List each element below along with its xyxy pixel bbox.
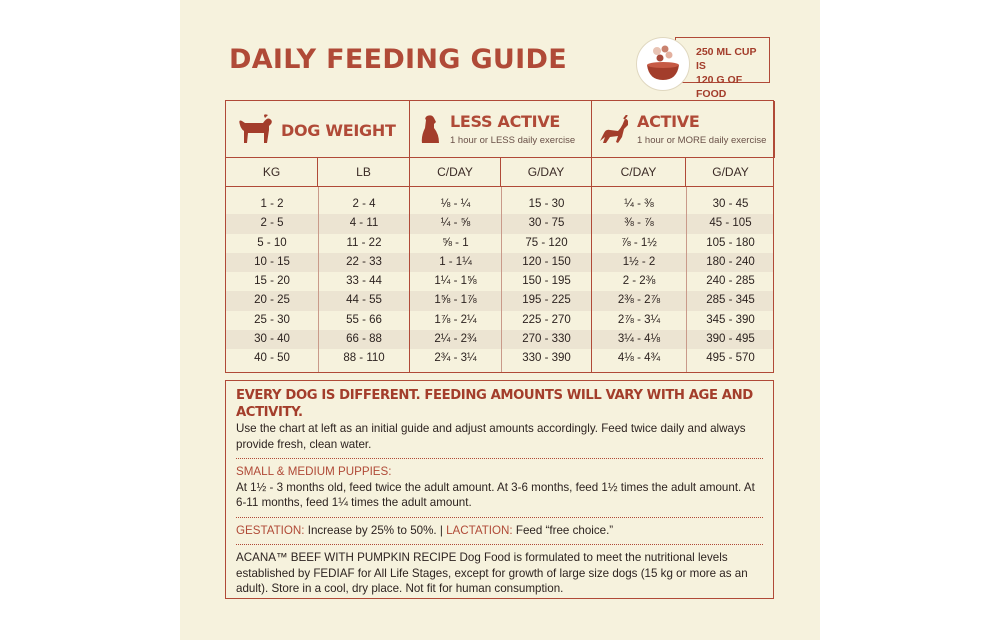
group-header-less-active (410, 101, 592, 158)
column-divider (501, 187, 502, 372)
cell-kg: 1 - 2 (260, 198, 284, 210)
cell-active-grams: 345 - 390 (706, 313, 755, 326)
table-body (226, 195, 773, 369)
cell-less-cups: 2¾ - 3¼ (434, 352, 477, 365)
product-footer-text: ACANA™ BEEF WITH PUMPKIN RECIPE Dog Food is formulated to meet the nutritional levels established by FEDIAF for All Life Stages, except for growth of large size dogs (15 kg or more as an adult). Store in a cool, dry place. Not fit for human consumption. (236, 551, 748, 595)
less-active-subtitle: 1 hour or LESS daily exercise (450, 135, 576, 146)
cell-lb: 88 - 110 (343, 352, 385, 365)
cell-lb: 33 - 44 (346, 275, 382, 288)
column-header-less-grams: G/DAY (501, 158, 592, 187)
gestation-text: Increase by 25% to 50%. | (304, 523, 447, 537)
column-header-less-cups: C/DAY (410, 158, 501, 187)
puppies-label: SMALL & MEDIUM PUPPIES: (236, 465, 392, 478)
food-bowl-icon (636, 37, 690, 91)
cell-lb: 66 - 88 (346, 333, 382, 346)
table-row (226, 349, 773, 368)
cell-active-cups: 2⅞ - 3¼ (617, 313, 661, 326)
cell-lb: 11 - 22 (346, 236, 382, 249)
notes-intro: Use the chart at left as an initial guide and adjust amounts accordingly. Feed twice daily and always provide fresh, clean water. (236, 422, 746, 451)
cell-lb: 2 - 4 (352, 198, 376, 210)
cell-less-cups: ¼ - ⅝ (440, 217, 471, 230)
column-header-divider (226, 186, 773, 187)
cell-less-cups: 1¼ - 1⅝ (434, 275, 477, 288)
cup-note-line-1: 250 ML CUP IS (696, 46, 757, 72)
active-label: ACTIVE (637, 112, 700, 131)
table-row (226, 272, 773, 291)
cell-less-grams: 330 - 390 (522, 352, 571, 365)
cell-active-grams: 390 - 495 (706, 333, 755, 346)
dotted-divider (236, 544, 763, 545)
table-row (226, 234, 773, 253)
cell-less-grams: 150 - 195 (522, 275, 571, 288)
cell-less-cups: ⅛ - ¼ (440, 198, 471, 210)
table-row (226, 311, 773, 330)
cell-kg: 25 - 30 (254, 313, 290, 326)
cell-active-grams: 45 - 105 (709, 217, 752, 230)
cell-active-cups: ⅜ - ⅞ (624, 217, 654, 230)
group-header-dog-weight (226, 101, 410, 158)
column-header-active-grams: G/DAY (712, 165, 749, 179)
active-subtitle: 1 hour or MORE daily exercise (637, 135, 767, 146)
cell-less-cups: 2¼ - 2¾ (434, 333, 477, 346)
feeding-table (225, 100, 774, 373)
cell-kg: 20 - 25 (254, 294, 290, 307)
cell-less-cups: 1⅝ - 1⅞ (434, 294, 477, 307)
cell-less-cups: 1⅞ - 2¼ (434, 313, 477, 326)
cell-active-grams: 285 - 345 (706, 294, 755, 307)
cell-less-cups: ⅝ - 1 (442, 236, 469, 249)
cell-active-grams: 495 - 570 (706, 352, 755, 365)
table-row (226, 253, 773, 272)
dog-sitting-icon (419, 114, 441, 146)
cell-less-grams: 270 - 330 (522, 333, 571, 346)
dog-standing-icon (236, 113, 274, 145)
cell-active-grams: 180 - 240 (706, 255, 755, 268)
column-divider (318, 187, 319, 372)
cell-kg: 5 - 10 (257, 236, 287, 249)
column-header-active-cups: C/DAY (592, 158, 686, 187)
cell-active-cups: 4⅛ - 4¾ (617, 352, 661, 365)
puppies-text: At 1½ - 3 months old, feed twice the adult amount. At 3-6 months, feed 1½ times the adult amount. At 6-11 months, feed 1¼ times the adult amount. (236, 480, 755, 509)
group-divider (409, 187, 410, 372)
dog-weight-label: DOG WEIGHT (281, 121, 396, 140)
cell-less-grams: 225 - 270 (522, 313, 571, 326)
cell-less-grams: 30 - 75 (528, 217, 565, 230)
cell-active-grams: 240 - 285 (706, 275, 755, 288)
dog-playing-icon (598, 115, 630, 145)
cell-less-grams: 195 - 225 (522, 294, 571, 307)
gestation-lactation-line (236, 523, 763, 539)
cell-active-cups: ⅞ - 1½ (621, 236, 657, 249)
table-row (226, 214, 773, 233)
table-row (226, 195, 773, 214)
cell-lb: 4 - 11 (349, 217, 379, 230)
cell-active-cups: 2 - 2⅜ (622, 275, 656, 288)
column-divider (686, 187, 687, 372)
cell-less-cups: 1 - 1¼ (439, 255, 472, 268)
column-header-kg: KG (226, 158, 318, 187)
cell-kg: 40 - 50 (254, 352, 290, 365)
cell-lb: 22 - 33 (346, 255, 382, 268)
group-header-active (592, 101, 775, 158)
column-header-lb: LB (318, 158, 410, 187)
table-row (226, 291, 773, 310)
cell-active-cups: 2⅜ - 2⅞ (617, 294, 661, 307)
lactation-label: LACTATION: (446, 523, 513, 537)
cell-less-grams: 15 - 30 (528, 198, 565, 210)
cell-lb: 44 - 55 (346, 294, 382, 307)
cell-kg: 2 - 5 (260, 217, 284, 230)
lactation-text: Feed “free choice.” (512, 523, 614, 537)
group-divider (591, 187, 592, 372)
table-row (226, 330, 773, 349)
cell-kg: 15 - 20 (254, 275, 290, 288)
dotted-divider (236, 458, 763, 459)
notes-heading: EVERY DOG IS DIFFERENT. FEEDING AMOUNTS WILL VARY WITH AGE AND ACTIVITY. (236, 388, 753, 420)
dotted-divider (236, 517, 763, 518)
cup-note-line-2: 120 G OF FOOD (696, 74, 743, 100)
cell-less-grams: 75 - 120 (525, 236, 568, 249)
page-title: DAILY FEEDING GUIDE (229, 44, 567, 75)
gestation-label: GESTATION: (236, 523, 305, 537)
cell-less-grams: 120 - 150 (522, 255, 571, 268)
cell-kg: 30 - 40 (254, 333, 290, 346)
cell-active-grams: 105 - 180 (706, 236, 755, 249)
cell-active-cups: ¼ - ⅜ (624, 198, 654, 210)
feeding-guide-panel (180, 0, 820, 640)
less-active-label: LESS ACTIVE (450, 112, 561, 131)
cell-kg: 10 - 15 (254, 255, 290, 268)
cell-active-cups: 3¼ - 4⅛ (617, 333, 661, 346)
cell-lb: 55 - 66 (346, 313, 382, 326)
cell-active-grams: 30 - 45 (712, 198, 749, 210)
cell-active-cups: 1½ - 2 (622, 255, 656, 268)
feeding-notes-box (225, 380, 774, 599)
